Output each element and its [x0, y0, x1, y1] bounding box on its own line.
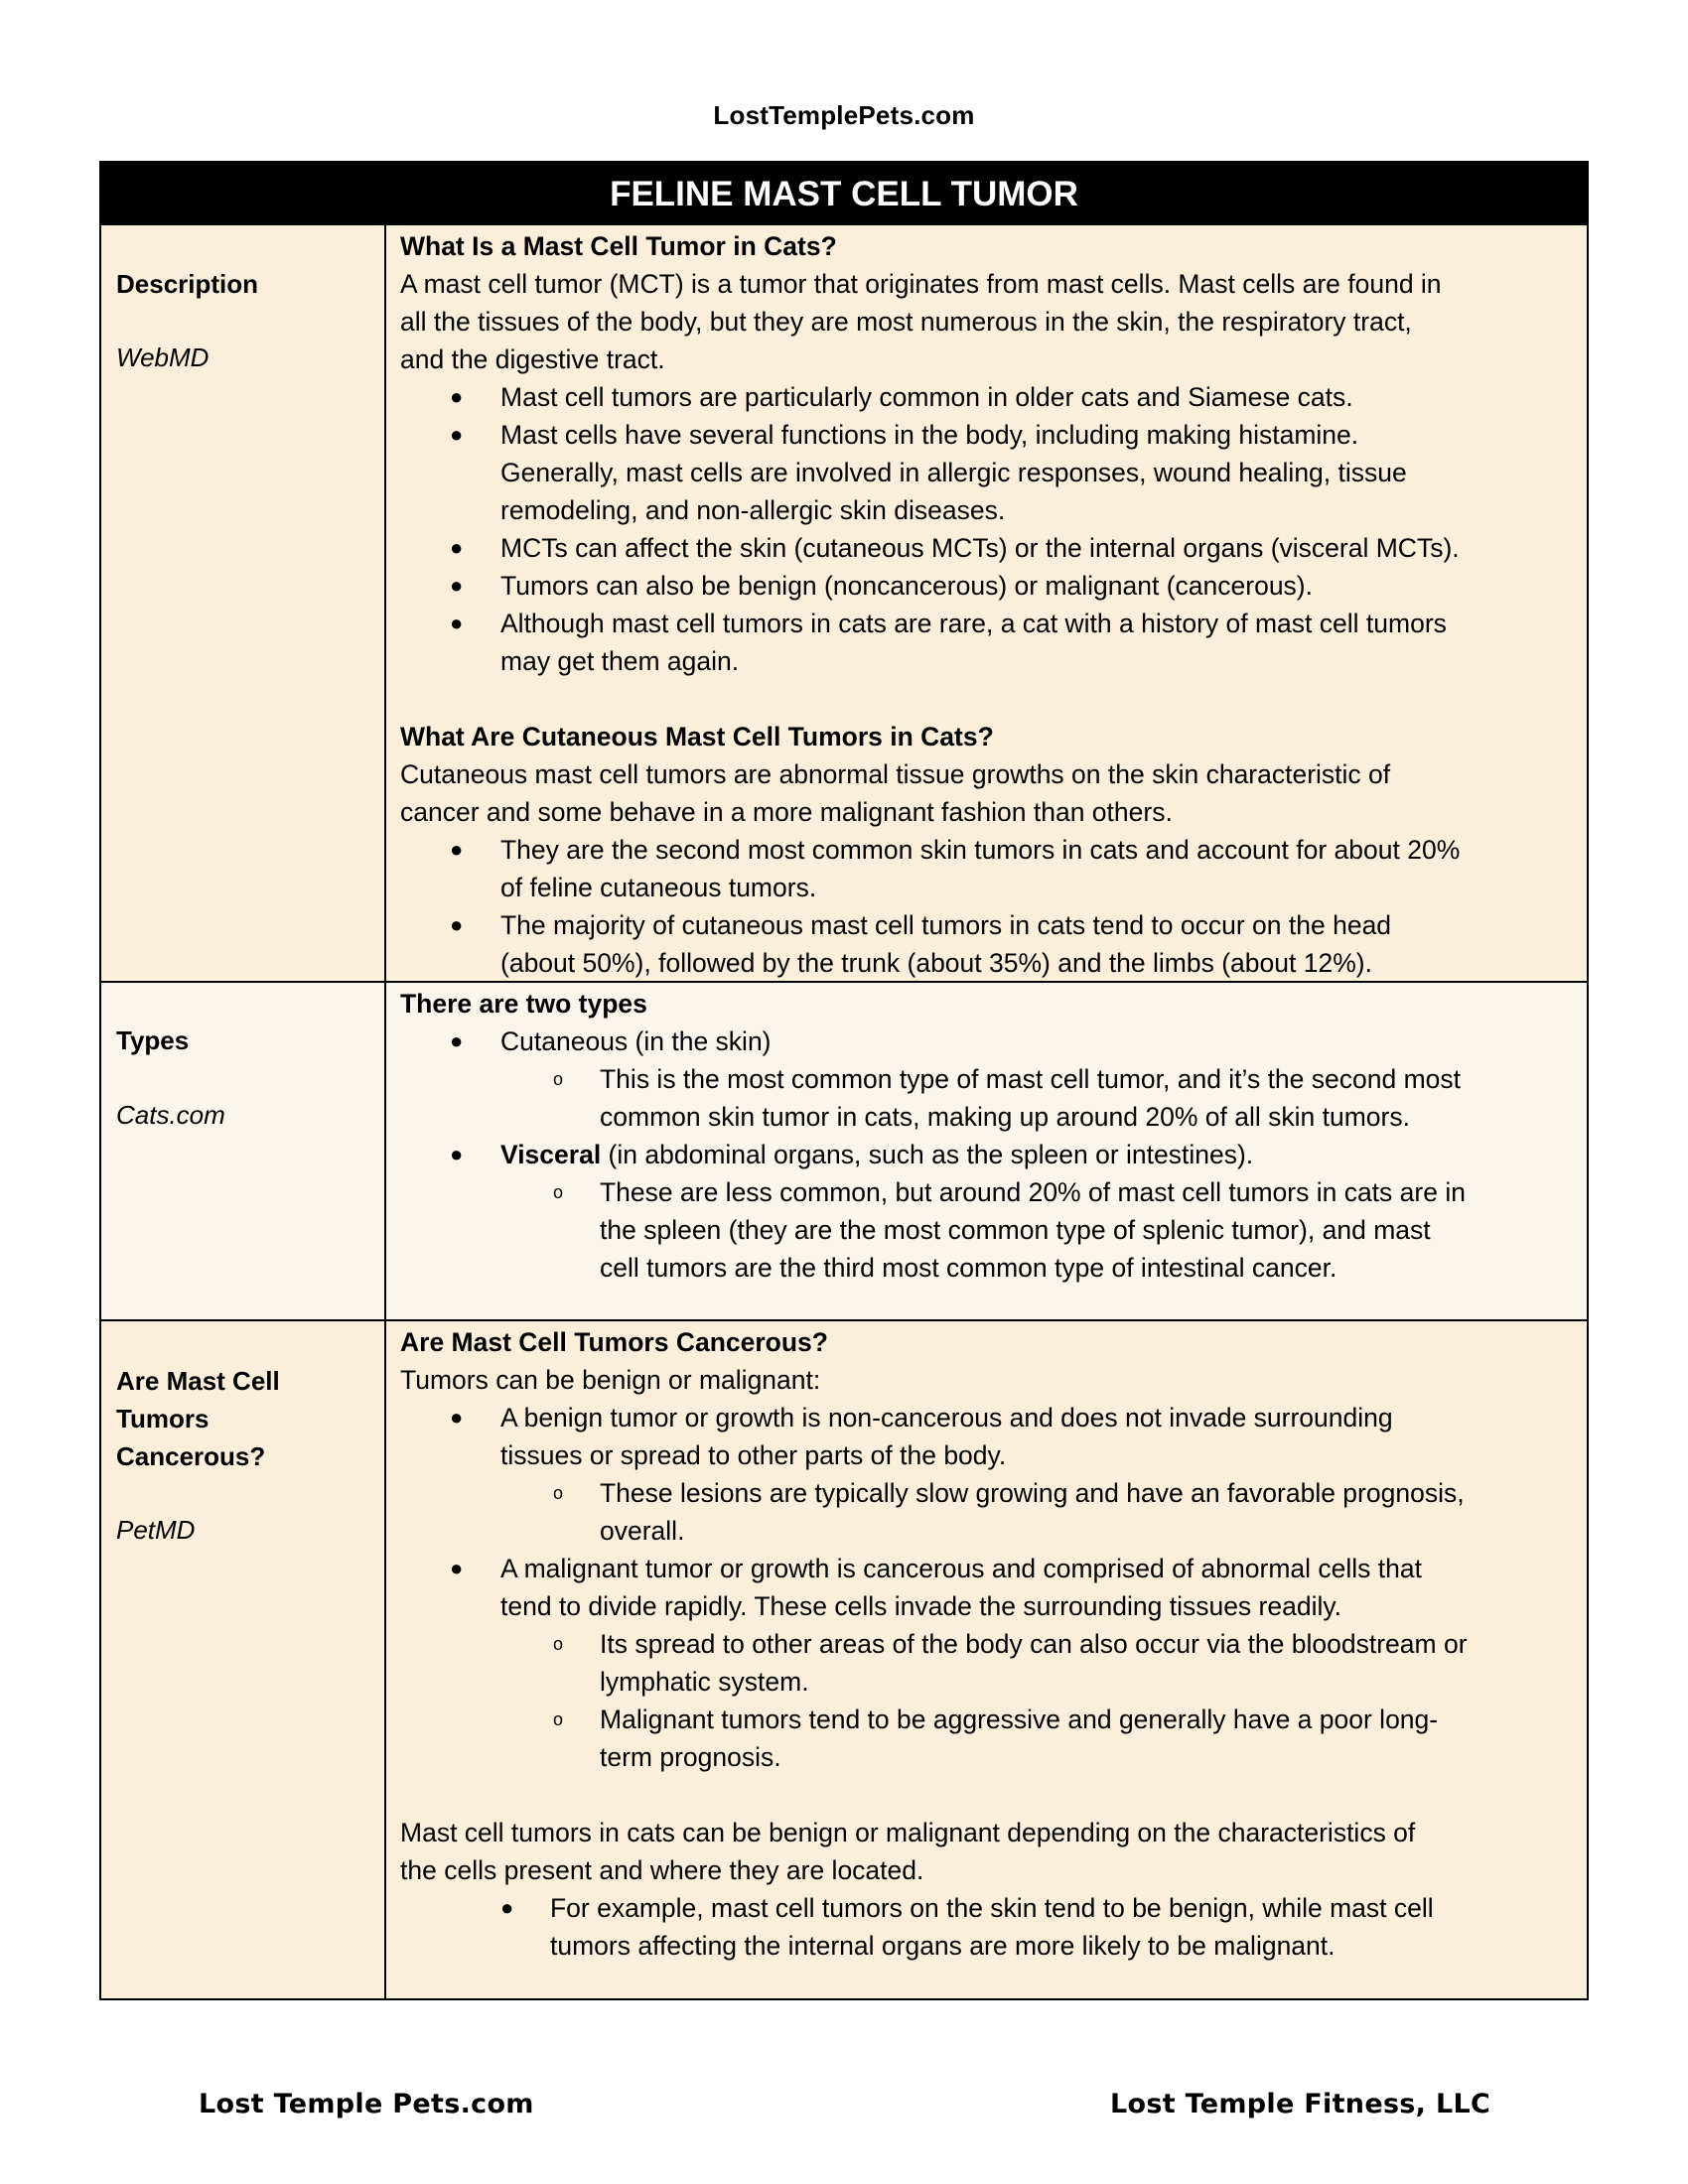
- list-item-continuation: tissues or spread to other parts of the body.: [500, 1440, 1007, 1470]
- sub-list-item: o Its spread to other areas of the body can also occur via the bloodstream or: [400, 1625, 1573, 1663]
- list-item: ● Although mast cell tumors in cats are rare, a cat with a history of mast cell tumors: [400, 605, 1573, 642]
- sub-list-item: o Malignant tumors tend to be aggressive and generally have a poor long-: [400, 1701, 1573, 1738]
- row-label: Are Mast Cell: [116, 1366, 280, 1396]
- sub-list-item: o These lesions are typically slow growing and have an favorable prognosis,: [400, 1474, 1573, 1512]
- bullet-icon: ●: [450, 611, 464, 635]
- sub-list-item-continuation: the spleen (they are the most common type of splenic tumor), and mast: [600, 1215, 1431, 1245]
- bullet-icon: ●: [450, 384, 464, 409]
- paragraph-line: all the tissues of the body, but they are most numerous in the skin, the respiratory tract,: [400, 307, 1412, 337]
- sub-list-item: o These are less common, but around 20% of mast cell tumors in cats are in: [400, 1173, 1573, 1211]
- row-content-cell: [386, 983, 1587, 1319]
- circle-bullet-icon: o: [553, 1634, 564, 1654]
- row-cancerous: [101, 1319, 1587, 1998]
- row-label-cell: [101, 1321, 386, 1998]
- bullet-icon: ●: [450, 837, 464, 862]
- bullet-icon: ●: [450, 422, 464, 447]
- row-source: WebMD: [116, 342, 210, 372]
- row-content-cell: [386, 225, 1587, 981]
- paragraph-line: Mast cell tumors in cats can be benign or malignant depending on the characteristics of: [400, 1818, 1416, 1847]
- list-item: ● A benign tumor or growth is non-cancerous and does not invade surrounding: [400, 1399, 1573, 1436]
- list-item-continuation: of feline cutaneous tumors.: [500, 873, 817, 902]
- paragraph-line: the cells present and where they are located.: [400, 1855, 924, 1885]
- bullet-icon: ●: [450, 1556, 464, 1580]
- list-item-continuation: may get them again.: [500, 646, 740, 676]
- list-item: ● They are the second most common skin tumors in cats and account for about 20%: [400, 831, 1573, 869]
- footer-site-name: Lost Temple Pets.com: [199, 2089, 534, 2119]
- paragraph-line: A mast cell tumor (MCT) is a tumor that originates from mast cells. Mast cells are found in: [400, 269, 1442, 299]
- row-label: Cancerous?: [116, 1441, 266, 1471]
- list-item-continuation: tumors affecting the internal organs are more likely to be malignant.: [550, 1931, 1336, 1961]
- sub-list-item-continuation: common skin tumor in cats, making up around 20% of all skin tumors.: [600, 1102, 1410, 1132]
- list-item: ● Mast cells have several functions in the body, including making histamine.: [400, 416, 1573, 454]
- row-source: PetMD: [116, 1515, 196, 1545]
- row-types: [101, 981, 1587, 1319]
- sub-list-item-continuation: term prognosis.: [600, 1742, 781, 1772]
- section-heading: Are Mast Cell Tumors Cancerous?: [400, 1327, 828, 1357]
- row-label: Types: [116, 1025, 190, 1055]
- bullet-icon: ●: [450, 1405, 464, 1430]
- paragraph-line: Cutaneous mast cell tumors are abnormal tissue growths on the skin characteristic of: [400, 759, 1391, 789]
- list-item: ● A malignant tumor or growth is cancerous and comprised of abnormal cells that: [400, 1550, 1573, 1587]
- circle-bullet-icon: o: [553, 1182, 564, 1202]
- list-item-continuation: remodeling, and non-allergic skin diseases.: [500, 495, 1006, 525]
- document-title: FELINE MAST CELL TUMOR: [101, 163, 1587, 225]
- section-heading: What Are Cutaneous Mast Cell Tumors in Cats?: [400, 722, 994, 751]
- paragraph-line: cancer and some behave in a more malignant fashion than others.: [400, 797, 1173, 827]
- circle-bullet-icon: o: [553, 1709, 564, 1729]
- section-heading: There are two types: [400, 989, 647, 1019]
- row-label-cell: [101, 225, 386, 981]
- paragraph-line: and the digestive tract.: [400, 344, 665, 374]
- list-item: ● Tumors can also be benign (noncancerous) or malignant (cancerous).: [400, 567, 1573, 605]
- row-content-cell: [386, 1321, 1587, 1998]
- bullet-icon: ●: [450, 1142, 464, 1166]
- list-item: ● Mast cell tumors are particularly common in older cats and Siamese cats.: [400, 378, 1573, 416]
- row-label-cell: [101, 983, 386, 1319]
- row-label: Tumors: [116, 1404, 210, 1433]
- bullet-icon: ●: [450, 1028, 464, 1053]
- list-item-continuation: Generally, mast cells are involved in allergic responses, wound healing, tissue: [500, 458, 1407, 487]
- sub-list-item: o This is the most common type of mast cell tumor, and it’s the second most: [400, 1060, 1573, 1098]
- list-item: ● For example, mast cell tumors on the skin tend to be benign, while mast cell: [400, 1889, 1573, 1927]
- info-table: [99, 161, 1589, 2000]
- list-item-continuation: tend to divide rapidly. These cells invade the surrounding tissues readily.: [500, 1591, 1342, 1621]
- list-item: ● The majority of cutaneous mast cell tumors in cats tend to occur on the head: [400, 906, 1573, 944]
- row-description: [101, 225, 1587, 981]
- sub-list-item-continuation: overall.: [600, 1516, 685, 1546]
- bullet-icon: ●: [500, 1895, 514, 1920]
- footer-company-name: Lost Temple Fitness, LLC: [1110, 2089, 1491, 2119]
- circle-bullet-icon: o: [553, 1483, 564, 1503]
- paragraph-line: Tumors can be benign or malignant:: [400, 1365, 821, 1395]
- list-item-type-visceral: ● Visceral (in abdominal organs, such as the spleen or intestines).: [400, 1136, 1573, 1173]
- bullet-icon: ●: [450, 912, 464, 937]
- site-title: LostTemplePets.com: [713, 100, 975, 130]
- list-item: ● MCTs can affect the skin (cutaneous MCTs) or the internal organs (visceral MCTs).: [400, 529, 1573, 567]
- sub-list-item-continuation: cell tumors are the third most common type of intestinal cancer.: [600, 1253, 1337, 1283]
- circle-bullet-icon: o: [553, 1069, 564, 1089]
- bullet-icon: ●: [450, 535, 464, 560]
- section-heading: What Is a Mast Cell Tumor in Cats?: [400, 231, 837, 261]
- row-source: Cats.com: [116, 1100, 225, 1130]
- row-label: Description: [116, 269, 259, 299]
- sub-list-item-continuation: lymphatic system.: [600, 1667, 809, 1697]
- list-item-continuation: (about 50%), followed by the trunk (about 35%) and the limbs (about 12%).: [500, 948, 1372, 978]
- list-item-type-cutaneous: ● Cutaneous (in the skin): [400, 1023, 1573, 1060]
- bullet-icon: ●: [450, 573, 464, 598]
